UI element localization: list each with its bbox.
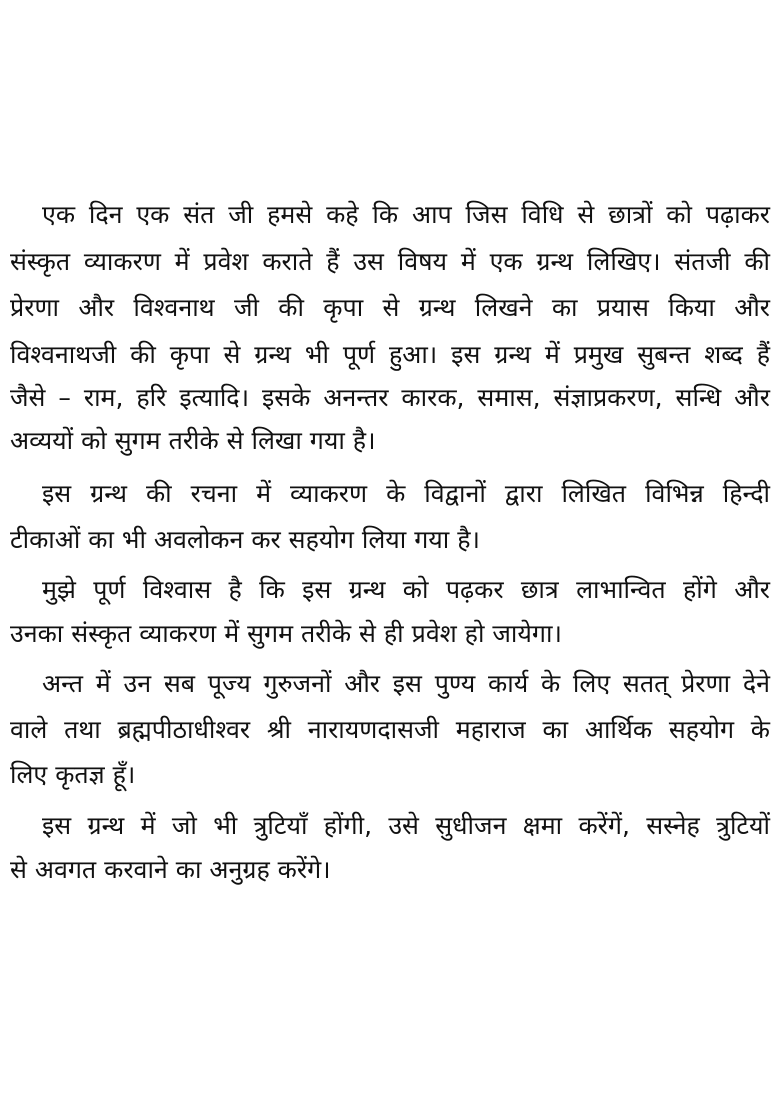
text-line: मुझे पूर्ण विश्वास है कि इस ग्रन्थ को पढ़कर छात्र लाभान्वित होंगे और <box>42 575 770 604</box>
text-line: से अवगत करवाने का अनुग्रह करेंगे। <box>10 855 331 884</box>
text-line: वाले तथा ब्रह्मपीठाधीश्वर श्री नारायणदासजी महाराज का आर्थिक सहयोग के <box>10 715 770 744</box>
text-line: अन्त में उन सब पूज्य गुरुजनों और इस पुण्य कार्य के लिए सतत् प्रेरणा देने <box>42 669 770 698</box>
text-line: विश्वनाथजी की कृपा से ग्रन्थ भी पूर्ण हुआ। इस ग्रन्थ में प्रमुख सुबन्त शब्द हैं <box>10 340 770 369</box>
text-line: अव्ययों को सुगम तरीके से लिखा गया है। <box>10 426 376 455</box>
text-line: इस ग्रन्थ में जो भी त्रुटियाँ होंगी, उसे सुधीजन क्षमा करेंगें, सस्नेह त्रुटियों <box>42 811 770 840</box>
text-line: उनका संस्कृत व्याकरण में सुगम तरीके से ही प्रवेश हो जायेगा। <box>10 619 562 648</box>
text-line: लिए कृतज्ञ हूँ। <box>10 760 136 789</box>
text-line: प्रेरणा और विश्वनाथ जी की कृपा से ग्रन्थ लिखने का प्रयास किया और <box>10 293 770 322</box>
text-line: टीकाओं का भी अवलोकन कर सहयोग लिया गया है। <box>10 525 480 554</box>
text-line: जैसे – राम, हरि इत्यादि। इसके अनन्तर कारक, समास, संज्ञाप्रकरण, सन्धि और <box>10 383 770 412</box>
text-line: एक दिन एक संत जी हमसे कहे कि आप जिस विधि से छात्रों को पढ़ाकर <box>42 200 770 229</box>
text-line: संस्कृत व्याकरण में प्रवेश कराते हैं उस विषय में एक ग्रन्थ लिखिए। संतजी की <box>10 247 770 276</box>
text-line: इस ग्रन्थ की रचना में व्याकरण के विद्वानों द्वारा लिखित विभिन्न हिन्दी <box>42 479 770 508</box>
